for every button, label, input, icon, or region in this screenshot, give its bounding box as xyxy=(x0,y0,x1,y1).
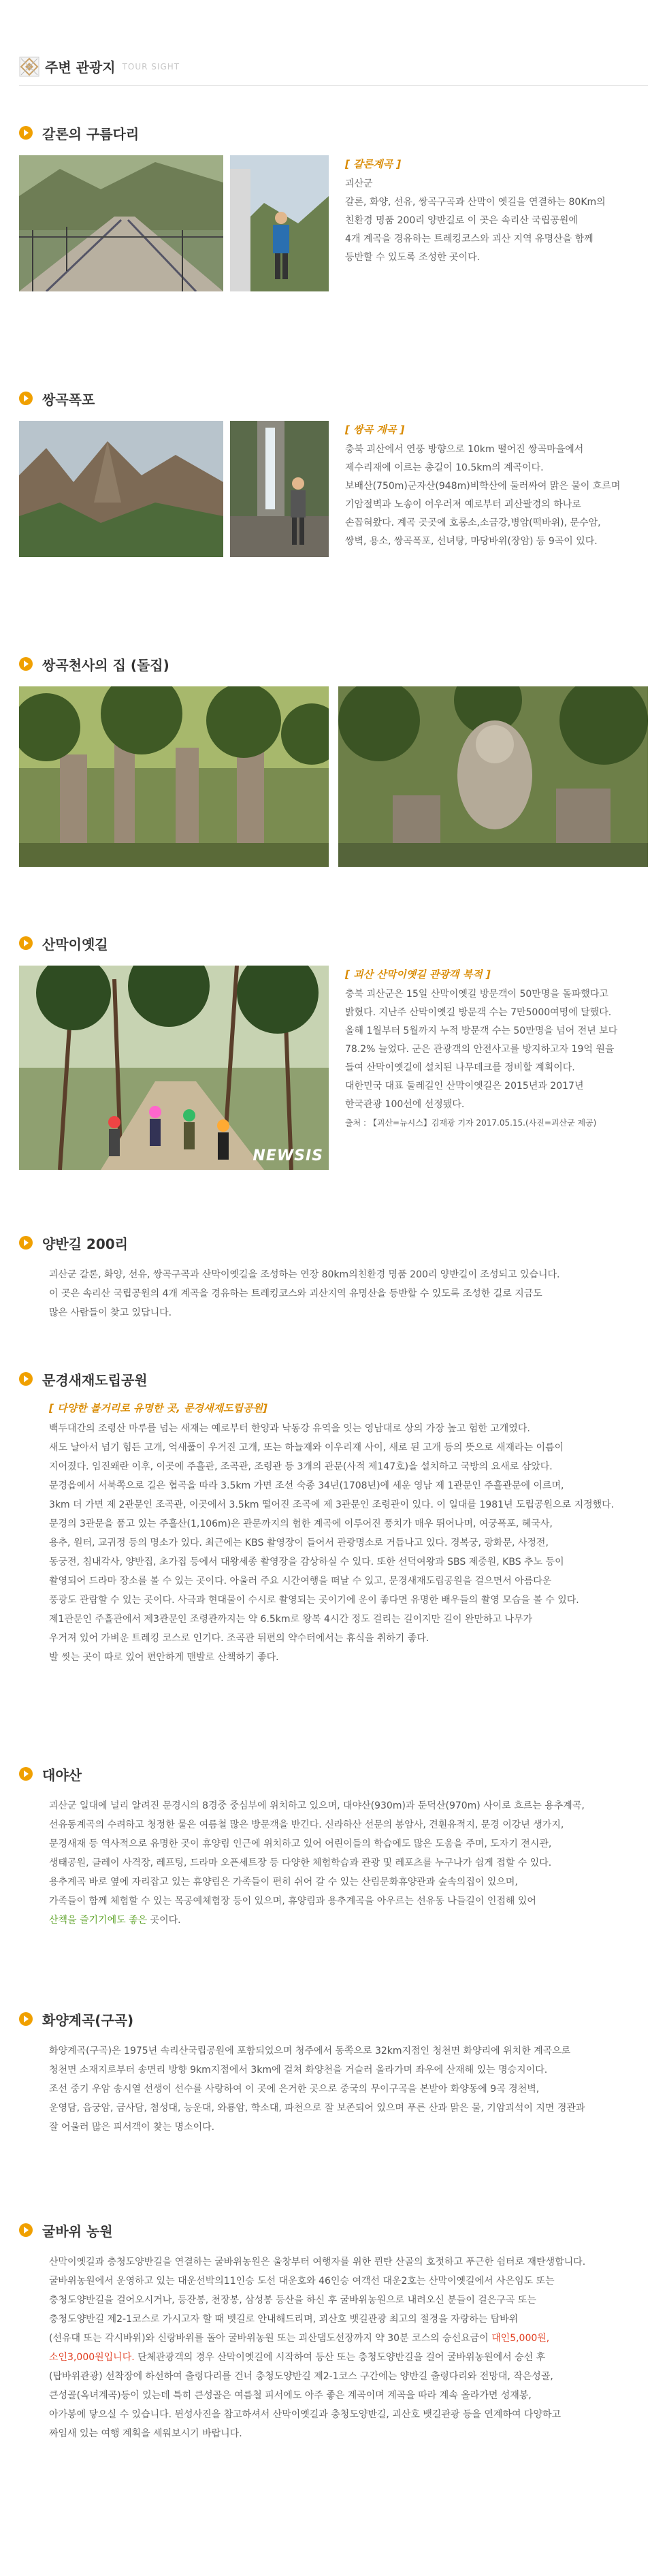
section-title: 산막이옛길 xyxy=(42,936,108,953)
bullet-play-icon xyxy=(19,2012,33,2026)
body-line: 충청도양반길 제2-1코스로 가시고자 할 때 벳길로 안내해드리며, 괴산호 뱃길관광 최고의 절경을 자랑하는 탑바위 xyxy=(49,2314,519,2325)
section-sanmagi-trail xyxy=(19,933,648,1170)
section-tagline: [ 다양한 볼거리로 유명한 곳, 문경새재도립공원] xyxy=(49,1402,267,1414)
section-yangban-trail xyxy=(19,1233,648,1322)
page-subtitle: TOUR SIGHT xyxy=(122,61,180,71)
section-title: 양반길 200리 xyxy=(42,1235,128,1252)
bullet-play-icon xyxy=(19,2223,33,2237)
body-line: 문경새재 등 역사적으로 유명한 곳이 휴양림 인근에 위치하고 있어 어린이들의 학습에도 많은 도움을 주며, 도자기 전시관, xyxy=(49,1839,552,1849)
body-line: 가족들이 함께 체험할 수 있는 목공예체험장 등이 있으며, 휴양림과 용추계곡을 아우르는 선유동 나들길이 인접해 있어 xyxy=(49,1896,536,1907)
body-line: 우거져 있어 가벼운 트레킹 코스로 인기다. 조곡관 뒤편의 약수터에서는 휴식을 취하기 좋다. xyxy=(49,1633,429,1644)
pattern-logo-icon xyxy=(19,57,39,77)
body-line: 용추계곡 바로 옆에 자리잡고 있는 휴양림은 가족들이 편히 쉬어 갈 수 있는 산림문화휴양관과 숲속의집이 있으며, xyxy=(49,1877,518,1888)
photo-trail-visitors xyxy=(19,966,329,1170)
section-title: 대야산 xyxy=(42,1766,82,1783)
page-header xyxy=(19,48,648,86)
bullet-play-icon xyxy=(19,936,33,950)
body-line: 큰성골(옥녀계곡)등이 있는데 특히 큰성골은 여름철 피서에도 아주 좋은 계곡이며 계곡을 따라 계속 올라가면 성재봉, xyxy=(49,2390,532,2401)
body-line: 문경읍에서 서북쪽으로 길은 협곡을 따라 3.5km 가면 조선 숙종 34년(1708년)에 세운 영남 제 1관문인 주흘관문에 이르며, xyxy=(49,1480,564,1491)
photo-stone-statue xyxy=(338,686,648,867)
body-line: 충청도양반길을 걸어오시거나, 등잔봉, 천장봉, 삼성봉 등산을 하신 후 굴바위농원으로 내려오신 분들이 걸은구곡 또는 xyxy=(49,2295,536,2306)
section-heading xyxy=(19,654,648,674)
section-heading xyxy=(19,2220,648,2240)
body-line: 굴바위농원에서 운영하고 있는 대운선박의11인승 도선 대운호와 46인승 여객선 대운2호는 산막이옛길에서 사은임도 또는 xyxy=(49,2276,555,2287)
price-child: 소인3,000원입니다. xyxy=(49,2352,135,2363)
photo-hiker-bridge xyxy=(230,155,329,291)
section-body xyxy=(49,2253,648,2443)
body-line: 풍광도 관람할 수 있는 곳이다. 사극과 현대물이 수시로 촬영되는 곳이기에 운이 좋다면 유명한 배우들의 촬영 모습을 볼 수 있다. xyxy=(49,1595,579,1606)
body-line: 이 곳은 속리산 국립공원의 4개 계곡을 경유하는 트레킹코스와 괴산지역 유명산을 등반할 수 있도록 조성한 길로 지금도 xyxy=(49,1288,542,1299)
highlight-text: 산책을 즐기기에도 좋은 xyxy=(49,1915,148,1926)
body-line: 산막이옛길과 충청도양반길을 연결하는 굴바위농원은 울창부터 여행자를 위한 뮌탄 산골의 호젓하고 푸근한 쉼터로 재탄생합니다. xyxy=(49,2257,586,2268)
section-tagline: [ 갈론계곡 ] xyxy=(345,158,402,170)
photo-waterfall-hiker xyxy=(230,421,329,557)
bullet-play-icon xyxy=(19,1767,33,1781)
news-source: 출처 : 【괴산=뉴시스】김재광 기자 2017.05.15.(사진=괴산군 제공) xyxy=(345,1118,597,1128)
body-line: 용추, 원터, 교귀정 등의 명소가 있다. 최근에는 KBS 촬영장이 들어서 관광명소로 거듭나고 있다. 경복궁, 광화문, 사정전, xyxy=(49,1538,549,1548)
desc-line: 친환경 명품 200리 양반길로 이 곳은 속리산 국립공원에 xyxy=(345,215,578,226)
body-line: 화양계곡(구곡)은 1975년 속리산국립공원에 포함되었으며 청주에서 동쪽으로 32km지점인 청천면 화양리에 위치한 계곡으로 xyxy=(49,2046,571,2056)
section-tagline: [ 괴산 산막이옛길 관광객 북적 ] xyxy=(345,968,491,981)
section-daeyasan xyxy=(19,1764,648,1930)
bullet-play-icon xyxy=(19,392,33,405)
section-body xyxy=(49,1265,648,1322)
desc-line: 제수리재에 이르는 총길이 10.5km의 계곡이다. xyxy=(345,462,544,473)
body-line: 짜임새 있는 여행 계획을 세워보시기 바랍니다. xyxy=(49,2428,242,2439)
body-text: (선유대 또는 각시바위)와 신랑바위를 돌아 굴바위농원 또는 괴산댐도선장까지 약 30분 코스의 승선요금이 xyxy=(49,2333,492,2344)
body-line: 3km 더 가면 제 2관문인 조곡관, 이곳에서 3.5km 떨어진 조곡에 제 3관문인 조령관이 있다. 이 일대를 1981년 도립공원으로 지정했다. xyxy=(49,1499,615,1510)
body-line: 새도 날아서 넘기 힘든 고개, 억새풀이 우거진 고개, 또는 하늘재와 이우리재 사이, 새로 된 고개 등의 뜻으로 새재라는 이름이 xyxy=(49,1442,564,1453)
desc-line: 밝혔다. 지난주 산막이옛길 방문객 수는 7만5000여명에 달했다. xyxy=(345,1007,612,1018)
body-line: (탑바위관광) 선착장에 하선하여 출렁다리를 건너 충청도양반길 제2-1코스 구간에는 양반길 출렁다리와 전망대, 작은성골, xyxy=(49,2371,553,2382)
body-line: 괴산군 갈론, 화양, 선유, 쌍곡구곡과 산막이옛길을 조성하는 연장 80km의친환경 명품 200리 양반길이 조성되고 있습니다. xyxy=(49,1269,560,1280)
news-watermark: NEWSIS xyxy=(253,1147,323,1164)
section-heading xyxy=(19,388,648,409)
section-title: 문경새재도립공원 xyxy=(42,1371,148,1388)
section-heading xyxy=(19,2009,648,2029)
desc-line: 올해 1월부터 5월까지 누적 방문객 수는 50만명을 넘어 전년 보다 xyxy=(345,1025,618,1036)
body-line-last xyxy=(49,1911,648,1930)
section-heading xyxy=(19,123,648,143)
body-text: 곳이다. xyxy=(147,1915,181,1926)
body-line: 청천면 소재지로부터 송면리 방향 9km지점에서 3km에 걸쳐 화양천을 거슬러 올라가며 좌우에 산재해 있는 명승지이다. xyxy=(49,2065,548,2076)
bullet-play-icon xyxy=(19,1236,33,1250)
section-hwayang-valley xyxy=(19,2009,648,2137)
desc-line: 손꼽혀왔다. 계곡 곳곳에 호롱소,소금강,병암(떡바위), 문수암, xyxy=(345,518,601,528)
desc-line: 보배산(750m)군자산(948m)비학산에 둘러싸여 맑은 물이 흐르며 xyxy=(345,481,621,492)
section-title: 화양계곡(구곡) xyxy=(42,2011,134,2029)
body-line: 발 씻는 곳이 따로 있어 편안하게 맨발로 산책하기 좋다. xyxy=(49,1652,279,1663)
section-angel-house xyxy=(19,654,648,867)
section-heading xyxy=(19,1764,648,1784)
desc-line: 기암절벽과 노송이 어우러져 예로부터 괴산팔경의 하나로 xyxy=(345,499,581,510)
body-line: 잘 어울러 많은 피서객이 찾는 명소이다. xyxy=(49,2122,215,2133)
desc-line: 충북 괴산군은 15일 산막이옛길 방문객이 50만명을 돌파했다고 xyxy=(345,989,608,1000)
body-line: 지어졌다. 임진왜란 이후, 이곳에 주흘관, 조곡관, 조령관 등 3개의 관문(사적 제147호)을 설치하고 국방의 요새로 삼았다. xyxy=(49,1461,553,1472)
section-body xyxy=(49,2041,648,2137)
body-line: 백두대간의 조령산 마루를 넘는 새재는 예로부터 한양과 낙동강 유역을 잇는 영남대로 상의 가장 높고 험한 고개였다. xyxy=(49,1423,530,1434)
body-line: 동궁전, 침내각사, 양반집, 초가집 등에서 대왕세종 촬영장을 감상하실 수 있다. 또한 선덕여왕과 SBS 제중원, KBS 추노 등이 xyxy=(49,1557,564,1568)
body-line: 촬영되어 드라마 장소를 볼 수 있는 곳이다. 아울러 주요 시간여행을 떠날 수 있고, 문경새재도립공원을 걸으면서 아름다운 xyxy=(49,1576,552,1587)
desc-line: 갈론, 화양, 선유, 쌍곡구곡과 산막이 옛길을 연결하는 80Km의 xyxy=(345,197,606,208)
section-mungyeong-saejae xyxy=(19,1369,648,1667)
body-line: 아가봉에 닿으실 수 있습니다. 뮌성사진을 참고하셔서 산막이옛길과 충청도양반길, 괴산호 뱃길관광 등을 연계하여 다양하고 xyxy=(49,2409,562,2420)
body-line-mixed xyxy=(49,2329,648,2348)
desc-line: 4개 계곡을 경유하는 트레킹코스와 괴산 지역 유명산을 함께 xyxy=(345,234,593,244)
body-line: 문경의 3관문을 품고 있는 주흘산(1,106m)은 관문까지의 험한 계곡에 이루어진 풍치가 매우 뛰어나며, 여궁폭포, 혜국사, xyxy=(49,1518,553,1529)
body-line: 괴산군 일대에 널리 알려진 문경시의 8경중 중심부에 위치하고 있으며, 대야산(930m)과 둔덕산(970m) 사이로 흐르는 용추계곡, xyxy=(49,1800,585,1811)
section-title: 쌍곡폭포 xyxy=(42,391,95,408)
photo-cloud-bridge xyxy=(19,155,223,291)
section-description xyxy=(345,421,620,557)
desc-line: 쌍벽, 용소, 쌍곡폭포, 선녀탕, 마당바위(장암) 등 9곡이 있다. xyxy=(345,536,598,547)
body-line-mixed xyxy=(49,2348,648,2367)
section-description xyxy=(345,155,606,291)
page-title: 주변 관광지 xyxy=(45,59,116,76)
section-body xyxy=(49,1399,648,1667)
section-gulbawi-farm xyxy=(19,2220,648,2443)
photo-mountain-cliffs xyxy=(19,421,223,557)
body-line: 많은 사람들이 찾고 있답니다. xyxy=(49,1307,172,1318)
desc-line: 들여 산막이옛길에 설치된 나무데크를 정비할 계획이다. xyxy=(345,1062,575,1073)
section-body xyxy=(49,1796,648,1930)
desc-line: 한국관광 100선에 선정됐다. xyxy=(345,1099,465,1110)
section-heading xyxy=(19,1369,648,1389)
bullet-play-icon xyxy=(19,657,33,671)
body-line: 선유동계곡의 수려하고 청정한 물은 여름철 많은 방문객을 반긴다. 신라하산 선문의 봉암사, 견훤유적지, 문경 이강년 생가지, xyxy=(49,1819,564,1830)
desc-line: 괴산군 xyxy=(345,178,373,189)
section-ssanggok-falls xyxy=(19,388,648,557)
desc-line: 대한민국 대표 둘레길인 산막이옛길은 2015년과 2017년 xyxy=(345,1081,584,1092)
section-galon-bridge xyxy=(19,123,648,291)
bullet-play-icon xyxy=(19,1372,33,1386)
body-line: 제1관문인 주흘관에서 제3관문인 조령관까지는 약 6.5km로 왕복 4시간 정도 걸리는 길이지만 길이 완만하고 나무가 xyxy=(49,1614,533,1625)
section-title: 쌍곡천사의 집 (돌집) xyxy=(42,656,169,673)
body-line: 운영담, 읍궁암, 금사담, 첨성대, 능운대, 와룡암, 학소대, 파천으로 잘 보존되어 있으며 푸른 산과 맑은 물, 기암괴석이 지면 경관과 xyxy=(49,2103,585,2114)
bullet-play-icon xyxy=(19,126,33,140)
desc-line: 78.2% 늘었다. 군은 관광객의 안전사고를 방지하고자 19억 원을 xyxy=(345,1044,615,1055)
desc-line: 등반할 수 있도록 조성한 곳이다. xyxy=(345,252,481,263)
section-description xyxy=(345,966,617,1170)
section-tagline: [ 쌍곡 계곡 ] xyxy=(345,424,405,436)
body-text: 단체관광객의 경우 산막이옛길에 시작하여 등산 또는 충청도양반길을 걸어 굴바위농원에서 승선 후 xyxy=(134,2352,546,2363)
section-heading xyxy=(19,1233,648,1253)
section-title: 갈론의 구름다리 xyxy=(42,125,140,142)
photo-stone-house-trees xyxy=(19,686,329,867)
section-title: 굴바위 농원 xyxy=(42,2223,113,2240)
body-line: 조선 중기 우암 송시열 선생이 선수를 사랑하여 이 곳에 은거한 곳으로 중국의 무이구곡을 본받아 화양동에 9곡 경천벽, xyxy=(49,2084,540,2095)
section-heading xyxy=(19,933,648,953)
body-line: 생태공원, 클레이 사격장, 레프팅, 드라마 오픈세트장 등 다양한 체험학습과 관광 및 레포츠를 누구나가 쉽게 접할 수 있다. xyxy=(49,1858,552,1869)
desc-line: 충북 괴산에서 연풍 방향으로 10km 떨어진 쌍곡마을에서 xyxy=(345,444,584,455)
price-adult: 대인5,000원, xyxy=(491,2333,550,2344)
